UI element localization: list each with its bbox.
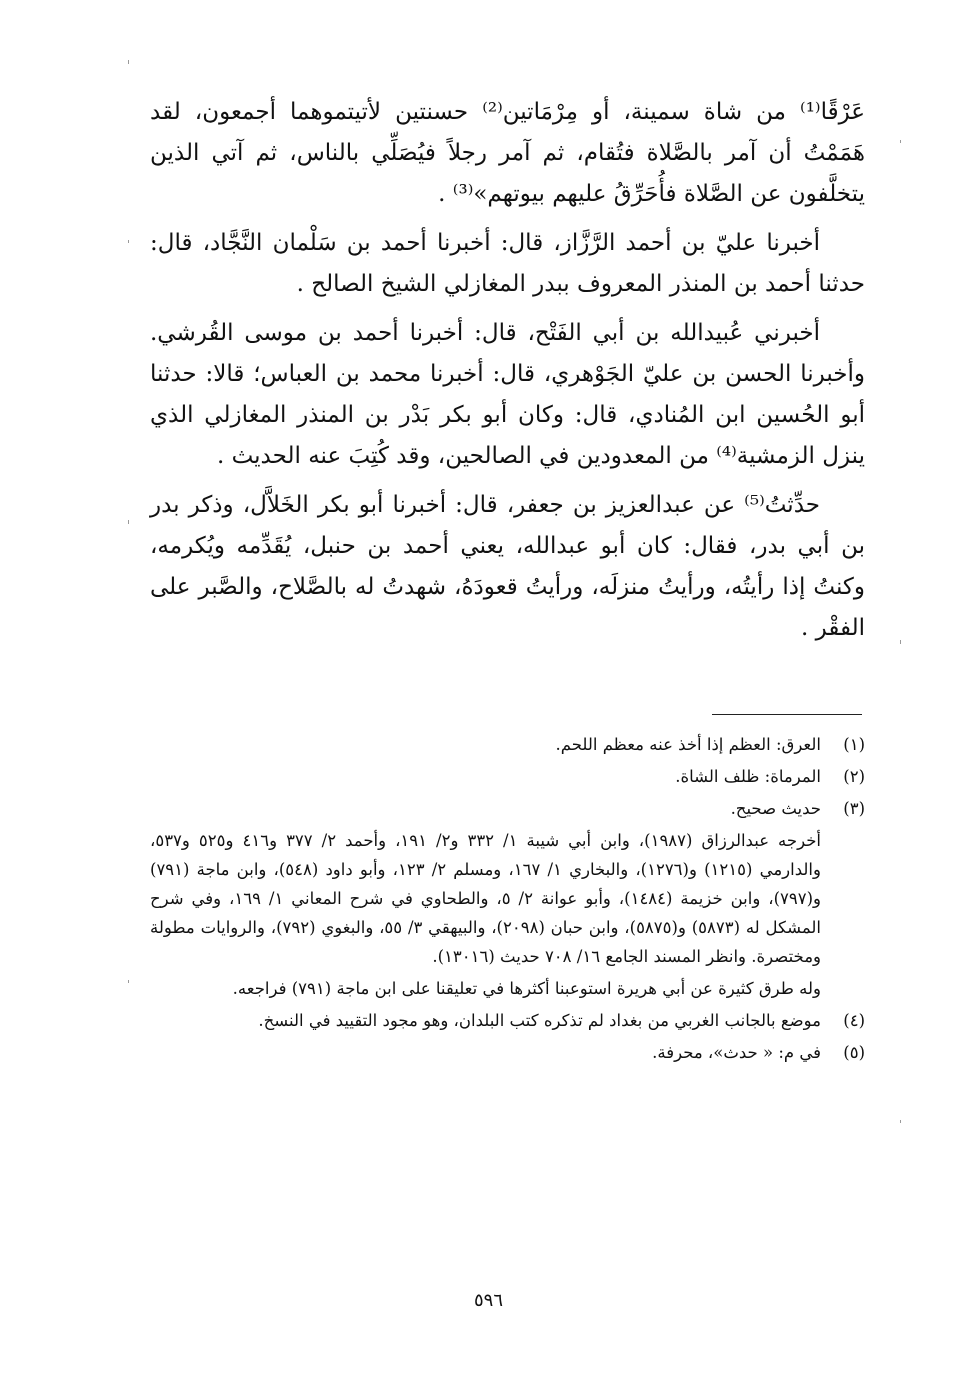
footnote-3-takhrij: أخرجه عبدالرزاق (١٩٨٧)، وابن أبي شيبة ١/ ٣٣٢ و٢/ ١٩١، وأحمد ٢/ ٣٧٧ و٤١٦ و٥٢٥ و٥٣٧، والدارمي (١٢١٥) و(١٢٧٦)، والبخاري ١/ ١٦٧، ومسلم ٢/ ١٢٣، وأبو داود (٥٤٨)، وابن ماجة (٧٩١) و(٧٩٧)، وابن خزيمة (١٤٨٤)، وأبو عوانة ٢/ ٥، والطحاوي في شرح المعاني ١/ ١٦٩، وفي شرح المشكل له (٥٨٧٣) و(٥٨٧٥)، وابن حبان (٢٠٩٨)، والبيهقي ٣/ ٥٥، والبغوي (٧٩٢)، والروايات مطولة ومختصرة. وانظر المسند الجامع ١٦/ ٧٠٨ حديث (١٣٠١٦).	[150, 831, 822, 966]
main-text	[150, 92, 865, 657]
paragraph-ubaydallah-chain: أخبرني عُبيدالله بن أبي الفَتْح، قال: أخبرنا أحمد بن موسى القُرشي. وأخبرنا الحسن بن عليّ الجَوْهري، قال: أخبرنا محمد بن العباس؛ قالا: حدثنا أبو الحُسين ابن المُنادي، قال: وكان أبو بكر بَدْر بن المنذر المغازلي الذي ينزل الزمشية⁽⁴⁾ من المعدودين في الصالحين، وقد كُتِبَ عنه الحديث .	[150, 320, 865, 469]
footnote-number: (١)	[843, 735, 865, 754]
page-number: ٥٩٦	[473, 1290, 503, 1311]
paragraph-razzaz-chain: أخبرنا عليّ بن أحمد الرَّزَّاز، قال: أخبرنا أحمد بن سَلْمان النَّجَّاد، قال: حدثنا أحمد بن المنذر المعروف ببدر المغازلي الشيخ الصالح .	[150, 230, 865, 297]
footnote-number: (٤)	[843, 1011, 865, 1030]
scan-speck	[128, 60, 129, 64]
footnote-text: المرماة: ظلف الشاة.	[675, 767, 821, 786]
footnote-text: في م: « حدث»، محرفة.	[652, 1043, 821, 1062]
footnote-text: موضع بالجانب الغربي من بغداد لم تذكره كتب البلدان، وهو مجود التقييد في النسخ.	[258, 1011, 821, 1030]
footnote-number: (٥)	[843, 1043, 865, 1062]
footnote-3	[150, 794, 865, 823]
paragraph-abdulaziz-report: حدِّثتُ⁽⁵⁾ عن عبدالعزيز بن جعفر، قال: أخبرنا أبو بكر الخَلاَّل، وذكر بدر بن أبي بدر، فقال: كان أبو عبدالله، يعني أحمد بن حنبل، يُقَدِّمه ويُكرمه، وكنتُ إذا رأيتُه، ورأيتُ منزلَه، ورأيتُ قعودَهُ، شهدتُ له بالصَّلاح، والصَّبر على الفقْر .	[150, 492, 865, 641]
scan-speck	[900, 640, 901, 644]
footnote-text: حديث صحيح.	[730, 799, 821, 818]
footnotes	[150, 730, 865, 1070]
scan-speck	[900, 1120, 901, 1123]
scan-speck	[128, 980, 129, 983]
footnote-3-more-routes: وله طرق كثيرة عن أبي هريرة استوعبنا أكثرها في تعليقنا على ابن ماجة (٧٩١) فراجعه.	[232, 979, 821, 998]
footnote-2	[150, 762, 865, 791]
scan-speck	[128, 240, 129, 243]
paragraph-hadith-ending: عَرْقًا⁽¹⁾ من شاة سمينة، أو مِرْمَاتين⁽²⁾ حسنتين لأتيتموهما أجمعون، لقد هَمَمْتُ أن آمر بالصَّلاة فتُقام، ثم آمر رجلاً فيُصَلِّي بالناس، ثم آتي الذين يتخلَّفون عن الصَّلاة فأُحَرِّقُ عليهم بيوتهم»⁽³⁾ .	[150, 99, 865, 207]
footnote-4	[150, 1006, 865, 1035]
footnote-1	[150, 730, 865, 759]
footnote-number: (٢)	[843, 767, 865, 786]
footnote-text: العرق: العظم إذا أخذ عنه معظم اللحم.	[555, 735, 821, 754]
footnote-number: (٣)	[843, 799, 865, 818]
scan-speck	[900, 140, 901, 143]
scan-speck	[128, 520, 129, 524]
footnote-5	[150, 1038, 865, 1067]
footnote-divider	[712, 714, 862, 715]
